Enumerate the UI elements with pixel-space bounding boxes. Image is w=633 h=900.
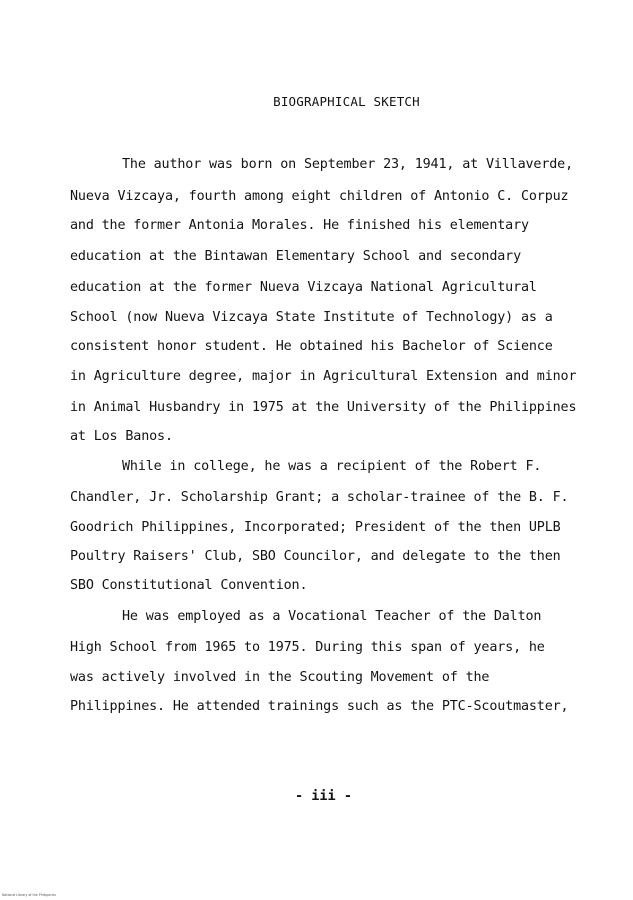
text-line: SBO Constitutional Convention. [70,578,308,593]
text-line: He was employed as a Vocational Teacher of the Dalton [122,609,542,624]
text-line: Goodrich Philippines, Incorporated; President of the then UPLB [70,520,561,535]
text-line: was actively involved in the Scouting Movement of the [70,670,490,685]
page-title: BIOGRAPHICAL SKETCH [273,94,420,109]
text-line: School (now Nueva Vizcaya State Institute of Technology) as a [70,310,553,325]
text-line: education at the former Nueva Vizcaya National Agricultural [70,280,537,295]
text-line: Nueva Vizcaya, fourth among eight children of Antonio C. Corpuz [70,189,569,204]
text-line: High School from 1965 to 1975. During this span of years, he [70,640,545,655]
page-number: - iii - [295,788,352,804]
text-line: at Los Banos. [70,429,173,444]
text-line: consistent honor student. He obtained his Bachelor of Science [70,339,553,354]
text-line: education at the Bintawan Elementary School and secondary [70,249,521,264]
text-line: Poultry Raisers' Club, SBO Councilor, and delegate to the then [70,549,561,564]
text-line: Chandler, Jr. Scholarship Grant; a scholar-trainee of the B. F. [70,490,569,505]
library-footer: National Library of the Philippines [2,893,56,897]
text-line: in Agriculture degree, major in Agricultural Extension and minor [70,369,577,384]
text-line: While in college, he was a recipient of the Robert F. [122,459,542,474]
text-line: Philippines. He attended trainings such as the PTC-Scoutmaster, [70,699,569,714]
text-line: The author was born on September 23, 1941, at Villaverde, [122,157,573,172]
text-line: and the former Antonia Morales. He finished his elementary [70,218,529,233]
text-line: in Animal Husbandry in 1975 at the University of the Philippines [70,400,577,415]
